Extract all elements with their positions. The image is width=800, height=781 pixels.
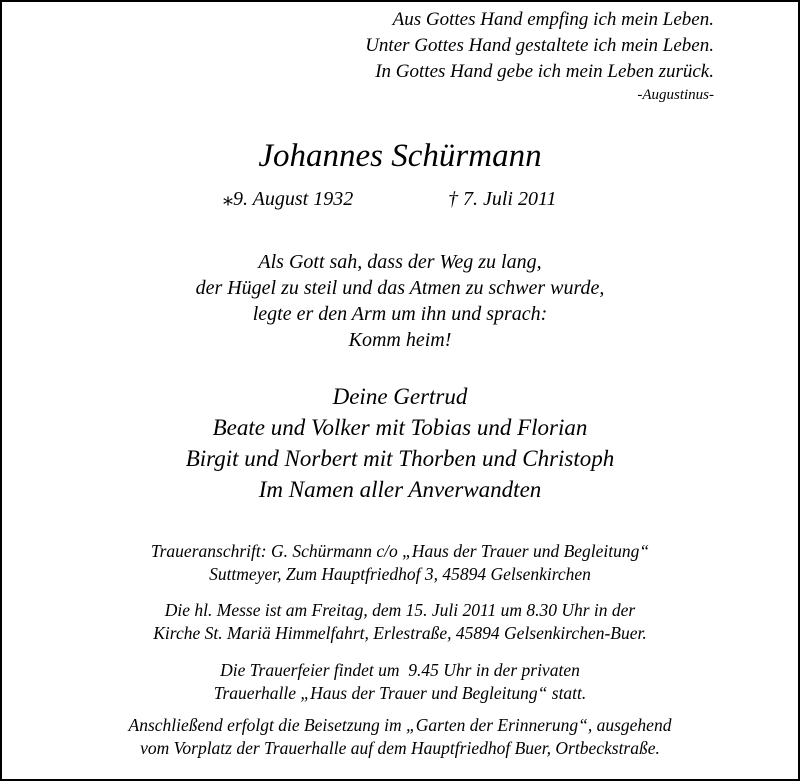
quote-line: Aus Gottes Hand empfing ich mein Leben.	[392, 9, 714, 30]
info-line: Traueranschrift: G. Schürmann c/o „Haus der Trauer und Begleitung“	[150, 541, 650, 561]
condolence-address	[0, 540, 800, 586]
birth-date: ⁎9. August 1932	[223, 188, 354, 210]
quote-line: Unter Gottes Hand gestaltete ich mein Leben.	[365, 35, 714, 56]
burial-details	[0, 714, 800, 760]
mass-details	[0, 599, 800, 645]
death-date: † 7. Juli 2011	[448, 188, 557, 210]
poem-line: der Hügel zu steil und das Atmen zu schwer wurde,	[195, 277, 605, 299]
quote-line: In Gottes Hand gebe ich mein Leben zurück.	[375, 61, 714, 82]
epigraph-quote	[365, 7, 714, 105]
memorial-poem	[0, 249, 800, 353]
mourner-entry: Im Namen aller Anverwandten	[258, 477, 542, 502]
mourner-entry: Beate und Volker mit Tobias und Florian	[212, 415, 588, 440]
info-line: Trauerhalle „Haus der Trauer und Begleitung“ statt.	[213, 683, 587, 703]
mourners-list	[0, 381, 800, 505]
info-line: Suttmeyer, Zum Hauptfriedhof 3, 45894 Gelsenkirchen	[209, 564, 591, 584]
poem-line: Als Gott sah, dass der Weg zu lang,	[258, 251, 542, 273]
ceremony-details	[0, 659, 800, 705]
deceased-name: Johannes Schürmann	[258, 138, 542, 174]
info-line: Die hl. Messe ist am Freitag, dem 15. Juli 2011 um 8.30 Uhr in der	[164, 600, 636, 620]
info-line: Anschließend erfolgt die Beisetzung im „Garten der Erinnerung“, ausgehend	[128, 715, 672, 735]
poem-line: Komm heim!	[348, 329, 452, 351]
mourner-entry: Birgit und Norbert mit Thorben und Christoph	[185, 446, 615, 471]
info-line: vom Vorplatz der Trauerhalle auf dem Hauptfriedhof Buer, Ortbeckstraße.	[140, 738, 660, 758]
quote-author: -Augustinus-	[637, 87, 714, 103]
info-line: Die Trauerfeier findet um 9.45 Uhr in der privaten	[220, 660, 580, 680]
poem-line: legte er den Arm um ihn und sprach:	[252, 303, 548, 325]
mourner-entry: Deine Gertrud	[332, 384, 468, 409]
info-line: Kirche St. Mariä Himmelfahrt, Erlestraße, 45894 Gelsenkirchen-Buer.	[153, 623, 647, 643]
